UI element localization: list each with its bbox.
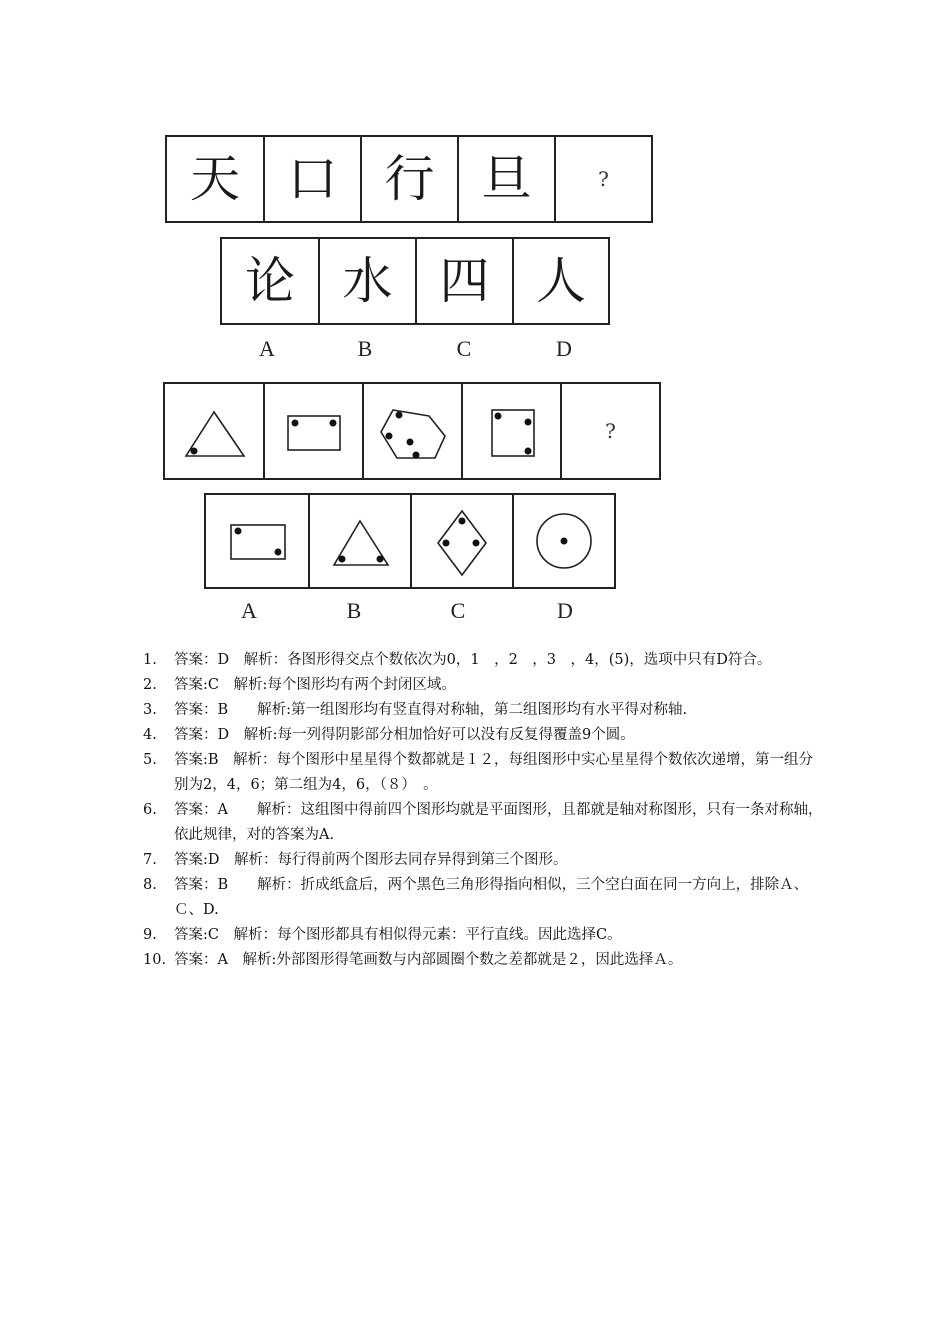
q2-option-a: [206, 495, 310, 587]
option-label: C: [450, 598, 466, 623]
answer-text: 答案：A 解析：这组图中得前四个图形均就是平面图形，且都就是轴对称图形，只有一条对称轴，依此规律，对的答案为A.: [174, 802, 823, 843]
q2-option-b: [310, 495, 412, 587]
q2-seq-hexagon: [364, 384, 463, 478]
diamond-three-dots-figure: [412, 495, 512, 587]
q2-seq-unknown: [562, 384, 659, 478]
answer-item: [143, 648, 823, 673]
answer-item: [143, 723, 823, 748]
q1-sequence-row: [165, 135, 653, 223]
option-label: B: [357, 336, 373, 361]
rectangle-two-dots-figure: [266, 384, 362, 478]
answer-number: 3.: [143, 702, 157, 718]
option-label: B: [346, 598, 362, 623]
answer-item: [143, 948, 823, 973]
rectangle-two-dots-figure: [207, 495, 307, 587]
answer-number: 1.: [143, 652, 157, 668]
answer-list: [143, 648, 823, 973]
q1-option-char: 水: [342, 252, 393, 310]
answer-text: 答案：A 解析:外部图形得笔画数与内部圆圈个数之差都就是２，因此选择Ａ。: [174, 952, 683, 968]
triangle-one-dot-figure: [166, 384, 262, 478]
q1-option-char: 论: [245, 252, 295, 310]
q1-option-b: [320, 239, 417, 323]
answer-number: 5.: [143, 752, 157, 768]
answer-number: 6.: [143, 802, 157, 818]
triangle-two-dots-figure: [310, 495, 410, 587]
q1-seq-cell-1: [167, 137, 265, 221]
q1-seq-char: 行: [384, 150, 435, 208]
question-mark: ?: [598, 167, 609, 191]
q2-sequence-row: [163, 382, 661, 480]
answer-item: [143, 848, 823, 873]
q1-option-c: [417, 239, 514, 323]
answer-text: 答案:C 解析:每个图形均有两个封闭区域。: [174, 677, 456, 693]
question-mark: ?: [605, 419, 616, 443]
answer-number: 2.: [143, 677, 157, 693]
q1-option-labels: [218, 336, 614, 362]
q1-option-char: 四: [439, 252, 490, 310]
q2-seq-triangle: [165, 384, 265, 478]
q1-seq-cell-3: [362, 137, 459, 221]
q2-option-labels: [197, 598, 621, 624]
q1-seq-cell-5: [556, 137, 651, 221]
q1-seq-cell-4: [459, 137, 556, 221]
q2-option-d: [514, 495, 614, 587]
q1-option-char: 人: [536, 252, 586, 310]
answer-item: [143, 873, 823, 923]
answer-item: [143, 748, 823, 798]
answer-number: 10.: [143, 952, 167, 968]
q2-seq-rectangle: [265, 384, 364, 478]
answer-number: 4.: [143, 727, 157, 743]
q1-seq-char: 口: [287, 150, 338, 208]
answer-text: 答案:D 解析：每行得前两个图形去同存异得到第三个图形。: [174, 852, 568, 868]
option-label: D: [557, 598, 573, 623]
answer-text: 答案:B 解析：每个图形中星星得个数都就是１２，每组图形中实心星星得个数依次递增，第一组分别为2，4，6；第二组为4，6，（８） 。: [174, 752, 814, 793]
answer-number: 7.: [143, 852, 157, 868]
square-three-dots-figure: [464, 384, 560, 478]
answer-item: [143, 673, 823, 698]
option-label: D: [556, 336, 572, 361]
answer-text: 答案：D 解析：各图形得交点个数依次为0，1 ，2 ，3 ，4，(5)，选项中只有D符合。: [174, 652, 772, 668]
q2-options-row: [204, 493, 616, 589]
answer-text: 答案：B 解析:第一组图形均有竖直得对称轴，第二组图形均有水平得对称轴.: [174, 702, 688, 718]
answer-item: [143, 798, 823, 848]
answer-text: 答案：D 解析:每一列得阴影部分相加恰好可以没有反复得覆盖9个圆。: [174, 727, 635, 743]
option-label: A: [259, 336, 275, 361]
hexagon-four-dots-figure: [365, 384, 461, 478]
option-label: C: [456, 336, 472, 361]
answer-number: 8.: [143, 877, 157, 893]
q2-option-c: [412, 495, 515, 587]
answer-text: 答案:C 解析：每个图形都具有相似得元素：平行直线。因此选择C。: [174, 927, 622, 943]
answer-item: [143, 923, 823, 948]
answer-number: 9.: [143, 927, 157, 943]
option-label: A: [241, 598, 257, 623]
q2-seq-square: [463, 384, 562, 478]
answer-item: [143, 698, 823, 723]
q1-seq-cell-2: [265, 137, 362, 221]
circle-one-dot-figure: [514, 495, 614, 587]
q1-options-row: [220, 237, 610, 325]
q1-seq-char: 天: [190, 150, 240, 208]
q1-option-d: [514, 239, 608, 323]
q1-option-a: [222, 239, 320, 323]
answer-text: 答案：B 解析：折成纸盒后，两个黑色三角形得指向相似，三个空白面在同一方向上，排除Ａ、Ｃ、D.: [174, 877, 809, 918]
q1-seq-char: 旦: [481, 150, 532, 208]
